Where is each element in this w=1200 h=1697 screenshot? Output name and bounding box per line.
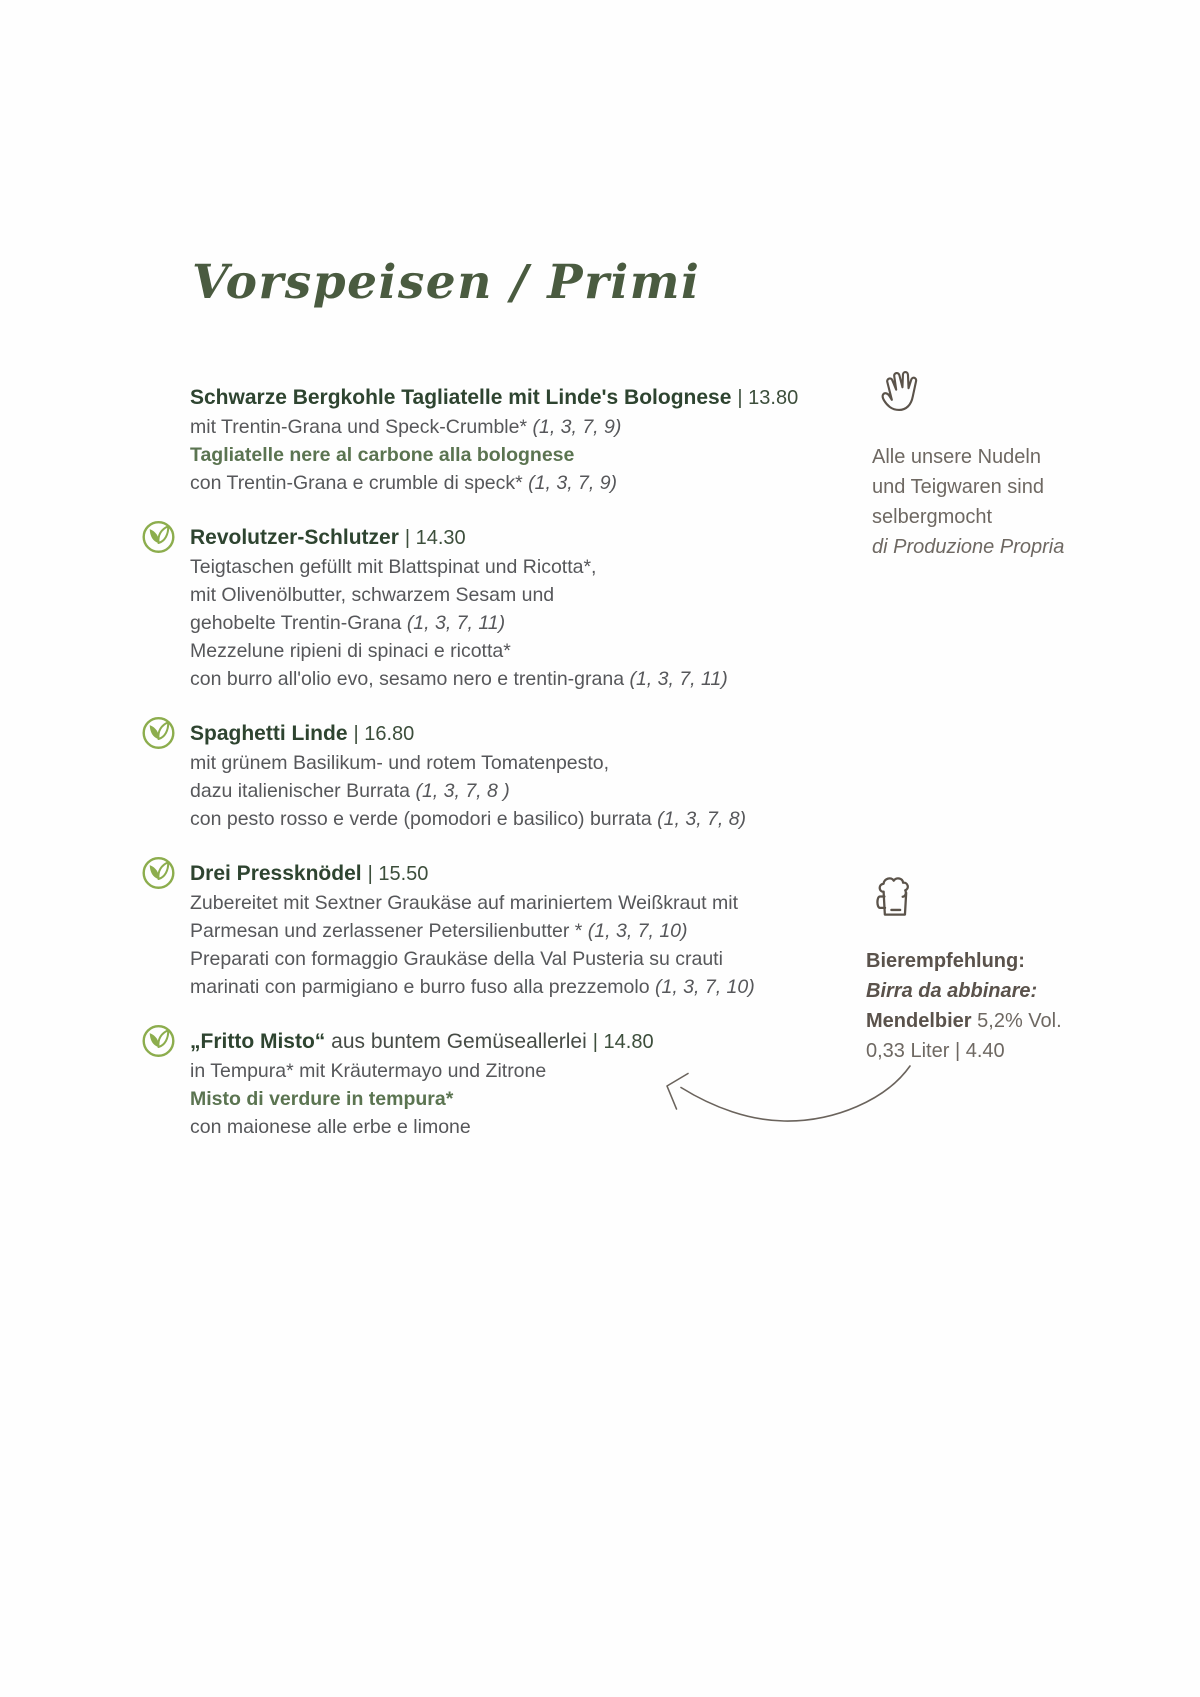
dish-description-text: dazu italienischer Burrata: [190, 780, 411, 802]
allergen-codes: (1, 3, 7, 8 ): [415, 780, 510, 802]
pasta-note: [872, 363, 1122, 562]
dish-price: | 14.80: [592, 1031, 654, 1053]
vegetarian-leaf-icon: [140, 518, 177, 555]
menu-item: [190, 523, 850, 693]
dish-price: | 16.80: [353, 723, 415, 745]
dish-description-line: [190, 889, 850, 917]
dish-price: | 13.80: [737, 387, 799, 409]
beer-mug-icon: [866, 865, 1116, 934]
page-title: Vorspeisen / Primi: [192, 255, 701, 310]
dish-name: Schwarze Bergkohle Tagliatelle mit Linde's Bolognese: [190, 386, 732, 409]
dish-description-text: mit Olivenölbutter, schwarzem Sesam und: [190, 584, 555, 606]
menu-item: [190, 719, 850, 833]
allergen-codes: (1, 3, 7, 11): [406, 612, 506, 634]
pasta-note-line: und Teigwaren sind: [872, 476, 1044, 498]
dish-description-line: [190, 665, 850, 693]
dish-description-text: Tagliatelle nere al carbone alla bolognese: [190, 444, 575, 466]
beer-volume: 0,33 Liter: [866, 1040, 950, 1062]
pasta-note-italic-line: di Produzione Propria: [872, 536, 1065, 558]
dish-description-line: [190, 441, 850, 469]
dish-description-line: [190, 553, 850, 581]
dish-description-text: con pesto rosso e verde (pomodori e basilico) burrata: [190, 808, 652, 830]
dish-description-text: con Trentin-Grana e crumble di speck*: [190, 472, 523, 494]
allergen-codes: (1, 3, 7, 10): [587, 920, 688, 942]
dish-name: Spaghetti Linde: [190, 722, 348, 745]
dish-title: [190, 523, 850, 553]
dish-description-text: Mezzelune ripieni di spinaci e ricotta*: [190, 640, 511, 662]
dish-description-text: gehobelte Trentin-Grana: [190, 612, 402, 634]
dish-description-line: [190, 581, 850, 609]
dish-description-line: [190, 749, 850, 777]
dish-name: „Fritto Misto“: [190, 1030, 326, 1053]
dish-name: Drei Pressknödel: [190, 862, 362, 885]
dish-title: [190, 859, 850, 889]
dish-description-line: [190, 917, 850, 945]
beer-separator: |: [954, 1040, 961, 1062]
dish-description-line: [190, 469, 850, 497]
dish-title: [190, 383, 850, 413]
vegetarian-leaf-icon: [140, 714, 177, 751]
dish-description-text: mit grünem Basilikum- und rotem Tomatenpesto,: [190, 752, 610, 774]
dish-description-text: Parmesan und zerlassener Petersilienbutter *: [190, 920, 583, 942]
curved-arrow: [648, 1060, 918, 1138]
allergen-codes: (1, 3, 7, 10): [655, 976, 755, 998]
hand-icon: [872, 363, 1122, 430]
allergen-codes: (1, 3, 7, 9): [528, 472, 618, 494]
dish-description-text: Preparati con formaggio Graukäse della Val Pusteria su crauti: [190, 948, 723, 970]
dish-description-text: con maionese alle erbe e limone: [190, 1116, 471, 1138]
allergen-codes: (1, 3, 7, 8): [657, 808, 747, 830]
vegetarian-leaf-icon: [140, 1022, 177, 1059]
beer-recommendation: [866, 865, 1116, 1066]
menu-item: [190, 383, 850, 497]
dish-description-line: [190, 973, 850, 1001]
dish-price: | 14.30: [404, 527, 466, 549]
dish-description-line: [190, 637, 850, 665]
beer-abv: 5,2% Vol.: [977, 1010, 1062, 1032]
dish-description-text: Teigtaschen gefüllt mit Blattspinat und Ricotta*,: [190, 556, 597, 578]
beer-name: Mendelbier: [866, 1010, 972, 1032]
allergen-codes: (1, 3, 7, 9): [532, 416, 622, 438]
dish-description-line: [190, 609, 850, 637]
dish-name-suffix: aus buntem Gemüseallerlei: [325, 1030, 587, 1053]
dish-description-text: marinati con parmigiano e burro fuso alla prezzemolo: [190, 976, 650, 998]
pasta-note-line: Alle unsere Nudeln: [872, 446, 1041, 468]
beer-heading-de: Bierempfehlung:: [866, 950, 1025, 972]
dish-description-line: [190, 945, 850, 973]
dish-description-text: con burro all'olio evo, sesamo nero e trentin-grana: [190, 668, 625, 690]
dish-description-line: [190, 413, 850, 441]
dish-description-line: [190, 805, 850, 833]
dish-title: [190, 719, 850, 749]
dish-description-text: Zubereitet mit Sextner Graukäse auf mariniertem Weißkraut mit: [190, 892, 738, 914]
vegetarian-leaf-icon: [140, 854, 177, 891]
menu-item: [190, 859, 850, 1001]
pasta-note-lines: [872, 442, 1122, 532]
dish-description-text: in Tempura* mit Kräutermayo und Zitrone: [190, 1060, 547, 1082]
allergen-codes: (1, 3, 7, 11): [629, 668, 728, 690]
beer-price: 4.40: [965, 1040, 1005, 1062]
dish-name: Revolutzer-Schlutzer: [190, 526, 399, 549]
beer-name-line: [866, 1006, 1116, 1036]
dish-list: [190, 383, 850, 1167]
dish-title: [190, 1027, 850, 1057]
beer-heading-it: Birra da abbinare:: [866, 980, 1038, 1002]
dish-description-text: Misto di verdure in tempura*: [190, 1088, 454, 1110]
dish-description-line: [190, 777, 850, 805]
pasta-note-line: selbergmocht: [872, 506, 993, 528]
dish-description-text: mit Trentin-Grana und Speck-Crumble*: [190, 416, 528, 438]
dish-price: | 15.50: [367, 863, 429, 885]
